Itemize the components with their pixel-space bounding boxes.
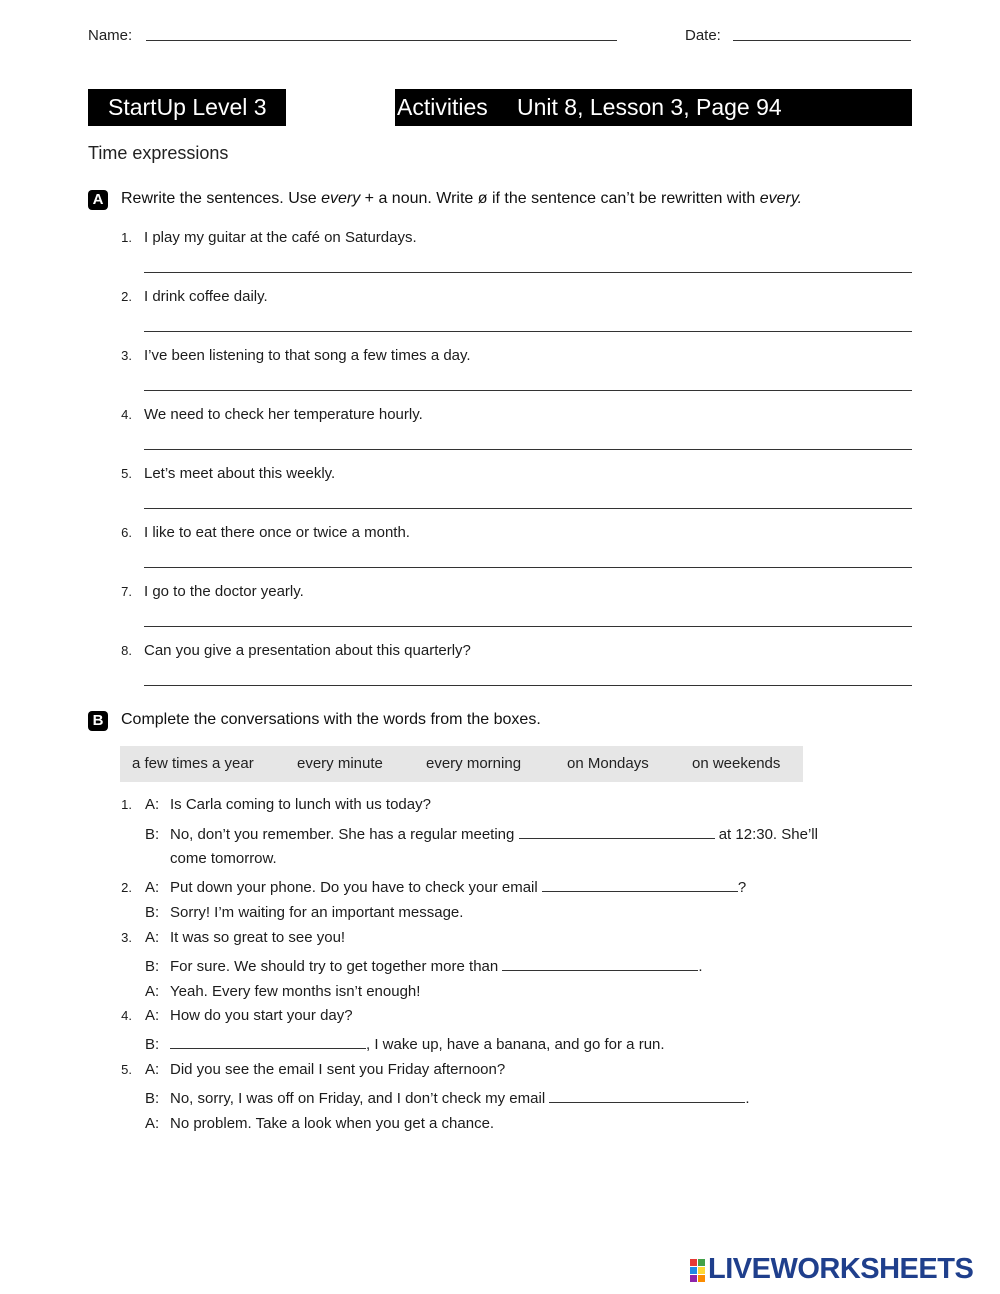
blank-input[interactable] [519, 838, 715, 839]
item-number: 7. [121, 584, 132, 599]
conv-line: Sorry! I’m waiting for an important message. [170, 904, 464, 921]
blank-input[interactable] [170, 1048, 366, 1049]
item-number: 8. [121, 643, 132, 658]
conv-number: 4. [121, 1008, 132, 1023]
conv-line: How do you start your day? [170, 1007, 353, 1024]
speaker-b: B: [145, 958, 160, 975]
speaker-a: A: [145, 983, 160, 1000]
word-box [120, 746, 803, 782]
conv-line: come tomorrow. [170, 850, 277, 867]
word-option[interactable]: every morning [426, 755, 522, 772]
speaker-a: A: [145, 796, 160, 813]
conv-line: , I wake up, have a banana, and go for a run. [170, 1035, 665, 1055]
item-number: 1. [121, 230, 132, 245]
blank-input[interactable] [502, 970, 698, 971]
item-number: 6. [121, 525, 132, 540]
conv-number: 5. [121, 1062, 132, 1077]
page-title: Time expressions [88, 143, 229, 163]
name-field[interactable] [146, 40, 617, 41]
item-sentence: I drink coffee daily. [144, 288, 268, 305]
name-label: Name: [88, 27, 133, 44]
item-number: 3. [121, 348, 132, 363]
answer-line[interactable] [144, 626, 912, 627]
part-a-instruction: Rewrite the sentences. Use every + a noun. Write ø if the sentence can’t be rewritten with every. [121, 190, 803, 207]
part-b-instruction: Complete the conversations with the words from the boxes. [121, 711, 541, 728]
speaker-a: A: [145, 1007, 160, 1024]
liveworksheets-logo [690, 1255, 990, 1287]
section-title-bar: Activities [397, 94, 488, 120]
answer-line[interactable] [144, 449, 912, 450]
conv-line: For sure. We should try to get together more than . [170, 958, 703, 975]
conv-line: No problem. Take a look when you get a chance. [170, 1115, 495, 1132]
blank-input[interactable] [549, 1102, 745, 1103]
date-label: Date: [685, 27, 721, 44]
speaker-b: B: [145, 1036, 160, 1053]
speaker-b: B: [145, 904, 160, 921]
answer-line[interactable] [144, 567, 912, 568]
date-field[interactable] [733, 40, 911, 41]
speaker-a: A: [145, 929, 160, 946]
conv-line: Did you see the email I sent you Friday afternoon? [170, 1061, 506, 1078]
item-sentence: Let’s meet about this weekly. [144, 465, 336, 482]
lesson-location: Unit 8, Lesson 3, Page 94 [517, 94, 782, 120]
activity-bar [395, 89, 912, 126]
conv-line: Is Carla coming to lunch with us today? [170, 796, 431, 813]
item-sentence: I go to the doctor yearly. [144, 583, 304, 600]
speaker-b: B: [145, 1090, 160, 1107]
logo-text: LIVEWORKSHEETS [708, 1253, 974, 1285]
answer-line[interactable] [144, 390, 912, 391]
conv-number: 2. [121, 880, 132, 895]
item-sentence: I’ve been listening to that song a few times a day. [144, 347, 471, 364]
item-number: 2. [121, 289, 132, 304]
speaker-a: A: [145, 879, 160, 896]
conv-line: No, sorry, I was off on Friday, and I don’t check my email . [170, 1090, 750, 1107]
item-number: 5. [121, 466, 132, 481]
conv-line: Yeah. Every few months isn’t enough! [170, 983, 421, 1000]
item-sentence: I play my guitar at the café on Saturdays. [144, 229, 417, 246]
item-sentence: We need to check her temperature hourly. [144, 406, 423, 423]
part-b-badge: B [88, 711, 108, 731]
item-number: 4. [121, 407, 132, 422]
conv-line: No, don’t you remember. She has a regular meeting at 12:30. She’ll [170, 826, 818, 843]
conv-line: Put down your phone. Do you have to check your email ? [170, 879, 747, 896]
speaker-b: B: [145, 826, 160, 843]
course-title: StartUp Level 3 [108, 94, 267, 120]
answer-line[interactable] [144, 508, 912, 509]
word-option[interactable]: on Mondays [567, 755, 649, 772]
answer-line[interactable] [144, 331, 912, 332]
conv-line: It was so great to see you! [170, 929, 346, 946]
item-sentence: Can you give a presentation about this quarterly? [144, 642, 471, 659]
conv-number: 3. [121, 930, 132, 945]
word-option[interactable]: a few times a year [132, 755, 254, 772]
answer-line[interactable] [144, 272, 912, 273]
answer-line[interactable] [144, 685, 912, 686]
speaker-a: A: [145, 1115, 160, 1132]
word-option[interactable]: on weekends [692, 755, 781, 772]
speaker-a: A: [145, 1061, 160, 1078]
part-a-badge: A [88, 190, 108, 210]
word-option[interactable]: every minute [297, 755, 383, 772]
conv-number: 1. [121, 797, 132, 812]
course-bar [88, 89, 286, 126]
item-sentence: I like to eat there once or twice a month. [144, 524, 410, 541]
blank-input[interactable] [542, 891, 738, 892]
